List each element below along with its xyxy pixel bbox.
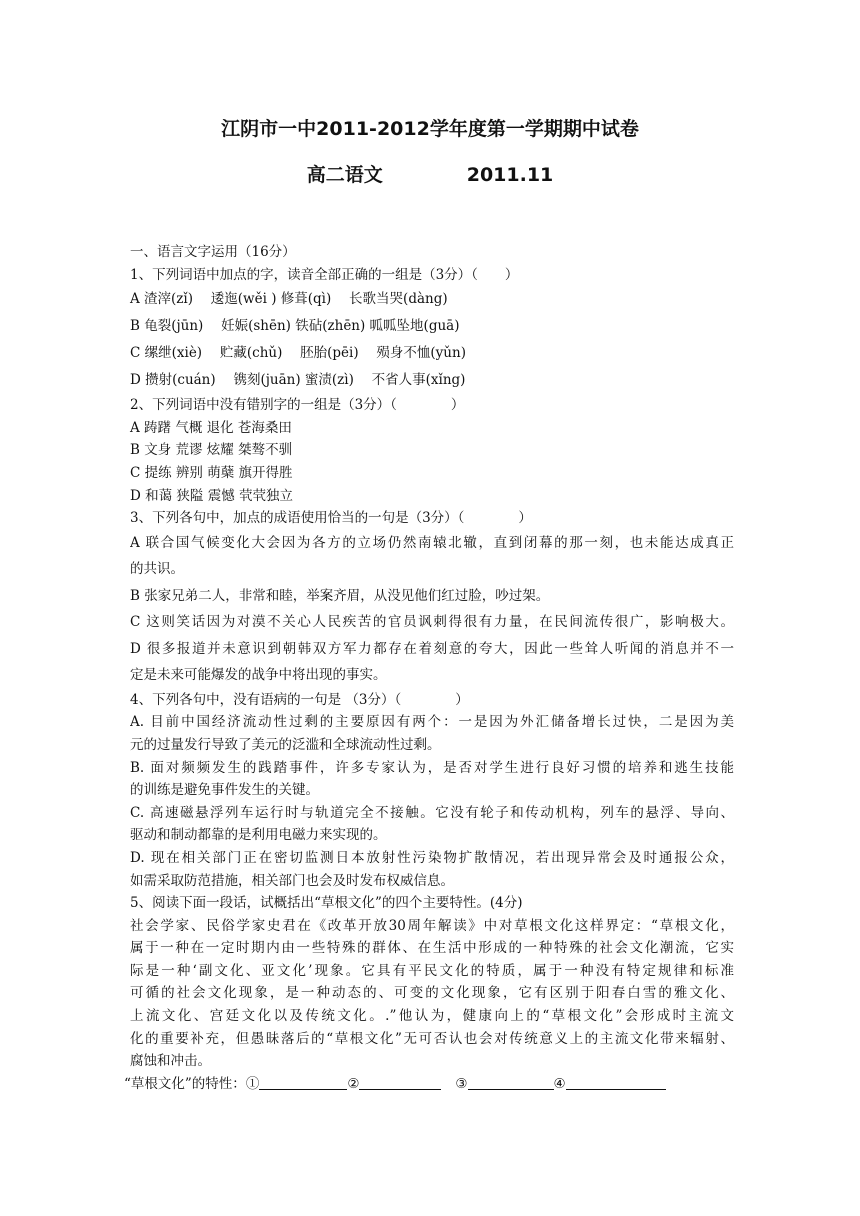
question-stem: 2、下列词语中没有错别字的一组是（3分）（ ） — [130, 397, 465, 414]
question-1 — [130, 264, 734, 395]
section-heading: 一、语言文字运用（16分） — [130, 244, 296, 260]
exam-date: 2011.11 — [466, 164, 554, 186]
passage-line: 可循的社会文化现象，是一种动态的、可变的文化现象，它有区别于阳春白雪的雅文化、 — [130, 985, 734, 1002]
option-d: D 和蔼 狭隘 震憾 茕茕独立 — [130, 487, 293, 504]
exam-subtitle — [0, 160, 860, 187]
option-c: C 提练 辨别 萌蘖 旗开得胜 — [130, 464, 293, 481]
question-stem: 4、下列各句中，没有语病的一句是 （3分）（ ） — [130, 691, 469, 708]
option-c: C 缧绁(xiè) 贮藏(chǔ) 胚胎(pēi) 殒身不恤(yǔn) — [130, 345, 466, 362]
option-a: A 渣滓(zǐ) 逶迤(wěi ) 修葺(qì) 长歌当哭(dàng) — [130, 291, 448, 308]
option-d-line-2: 定是未来可能爆发的战争中将出现的事实。 — [130, 667, 387, 684]
option-b: B 龟裂(jūn) 妊娠(shēn) 铁砧(zhēn) 呱呱坠地(guā) — [130, 318, 460, 335]
option-d-line-1: D. 现在相关部门正在密切监测日本放射性污染物扩散情况，若出现异常会及时通报公众， — [130, 849, 734, 866]
option-d: D 攒射(cuán) 镌刻(juān) 蜜渍(zì) 不省人事(xǐng) — [130, 372, 466, 389]
option-a-line-2: 元的过量发行导致了美元的泛滥和全球流动性过剩。 — [130, 736, 441, 753]
question-3 — [130, 507, 734, 689]
passage-line: 上流文化、宫廷文化以及传统文化。.”他认为，健康向上的“草根文化”会形成时主流文 — [130, 1008, 734, 1025]
option-c-line-2: 驱动和制动都靠的是利用电磁力来实现的。 — [130, 827, 387, 844]
option-c-line-1: C. 高速磁悬浮列车运行时与轨道完全不接触。它没有轮子和传动机构，列车的悬浮、导向、 — [130, 804, 734, 821]
question-4 — [130, 689, 734, 892]
passage-line: 化的重要补充，但愚昧落后的“草根文化”无可否认也会对传统意义上的主流文化带来辐射、 — [130, 1030, 734, 1047]
answer-prefix: “草根文化”的特性： — [124, 1075, 246, 1092]
answer-mark-4: ④ — [553, 1075, 566, 1092]
answer-mark-1: ① — [245, 1075, 260, 1092]
question-stem: 3、下列各句中，加点的成语使用恰当的一句是（3分）（ ） — [130, 510, 532, 527]
question-stem: 5、阅读下面一段话，试概括出“草根文化”的四个主要特性。(4分) — [130, 895, 523, 912]
passage-line: 社会学家、民俗学家史君在《改革开放30周年解读》中对草根文化这样界定：“草根文化， — [130, 917, 734, 934]
answer-mark-3: ③ — [455, 1075, 468, 1092]
option-a-line-2: 的共识。 — [130, 561, 184, 578]
answer-blank-3[interactable] — [468, 1075, 554, 1090]
question-stem: 1、下列词语中加点的字，读音全部正确的一组是（3分）（ ） — [130, 266, 519, 283]
option-d-line-1: D 很多报道并未意识到朝韩双方军力都存在着刻意的夸大，因此一些耸人听闻的消息并不一 — [130, 640, 734, 657]
question-2 — [130, 394, 734, 507]
option-a-line-1: A 联合国气候变化大会因为各方的立场仍然南辕北辙，直到闭幕的那一刻，也未能达成真正 — [130, 534, 734, 551]
option-a: A 踌躇 气概 退化 苍海桑田 — [130, 419, 292, 436]
option-c: C 这则笑话因为对漠不关心人民疾苦的官员讽刺得很有力量，在民间流传很广，影响极大。 — [130, 614, 734, 631]
question-5 — [124, 892, 734, 1095]
exam-content — [124, 241, 734, 1095]
answer-line — [124, 1073, 734, 1096]
option-b-line-2: 的训练是避免事件发生的关键。 — [130, 782, 319, 799]
option-b: B 张家兄弟二人，非常和睦，举案齐眉，从没见他们红过脸，吵过架。 — [130, 587, 550, 604]
exam-title: 江阴市一中2011-2012学年度第一学期期中试卷 — [221, 118, 639, 140]
passage-line: 际是一种‘副文化、亚文化’现象。它具有平民文化的特质，属于一种没有特定规律和标准 — [130, 962, 734, 979]
answer-blank-1[interactable] — [259, 1075, 347, 1090]
option-b-line-1: B. 面对频频发生的践踏事件，许多专家认为，是否对学生进行良好习惯的培养和逃生技能 — [130, 759, 734, 776]
subject-label: 高二语文 — [306, 164, 383, 186]
passage-line: 属于一种在一定时期内由一些特殊的群体、在生活中形成的一种特殊的社会文化潮流，它实 — [130, 940, 734, 957]
option-a-line-1: A. 目前中国经济流动性过剩的主要原因有两个：一是因为外汇储备增长过快，二是因为美 — [130, 714, 734, 731]
answer-blank-2[interactable] — [359, 1075, 441, 1090]
option-b: B 文身 荒谬 炫耀 桀骜不驯 — [130, 442, 293, 459]
option-d-line-2: 如需采取防范措施，相关部门也会及时发布权威信息。 — [130, 872, 454, 889]
passage-line: 腐蚀和冲击。 — [130, 1053, 211, 1070]
answer-mark-2: ② — [347, 1075, 360, 1092]
answer-blank-4[interactable] — [566, 1075, 666, 1090]
